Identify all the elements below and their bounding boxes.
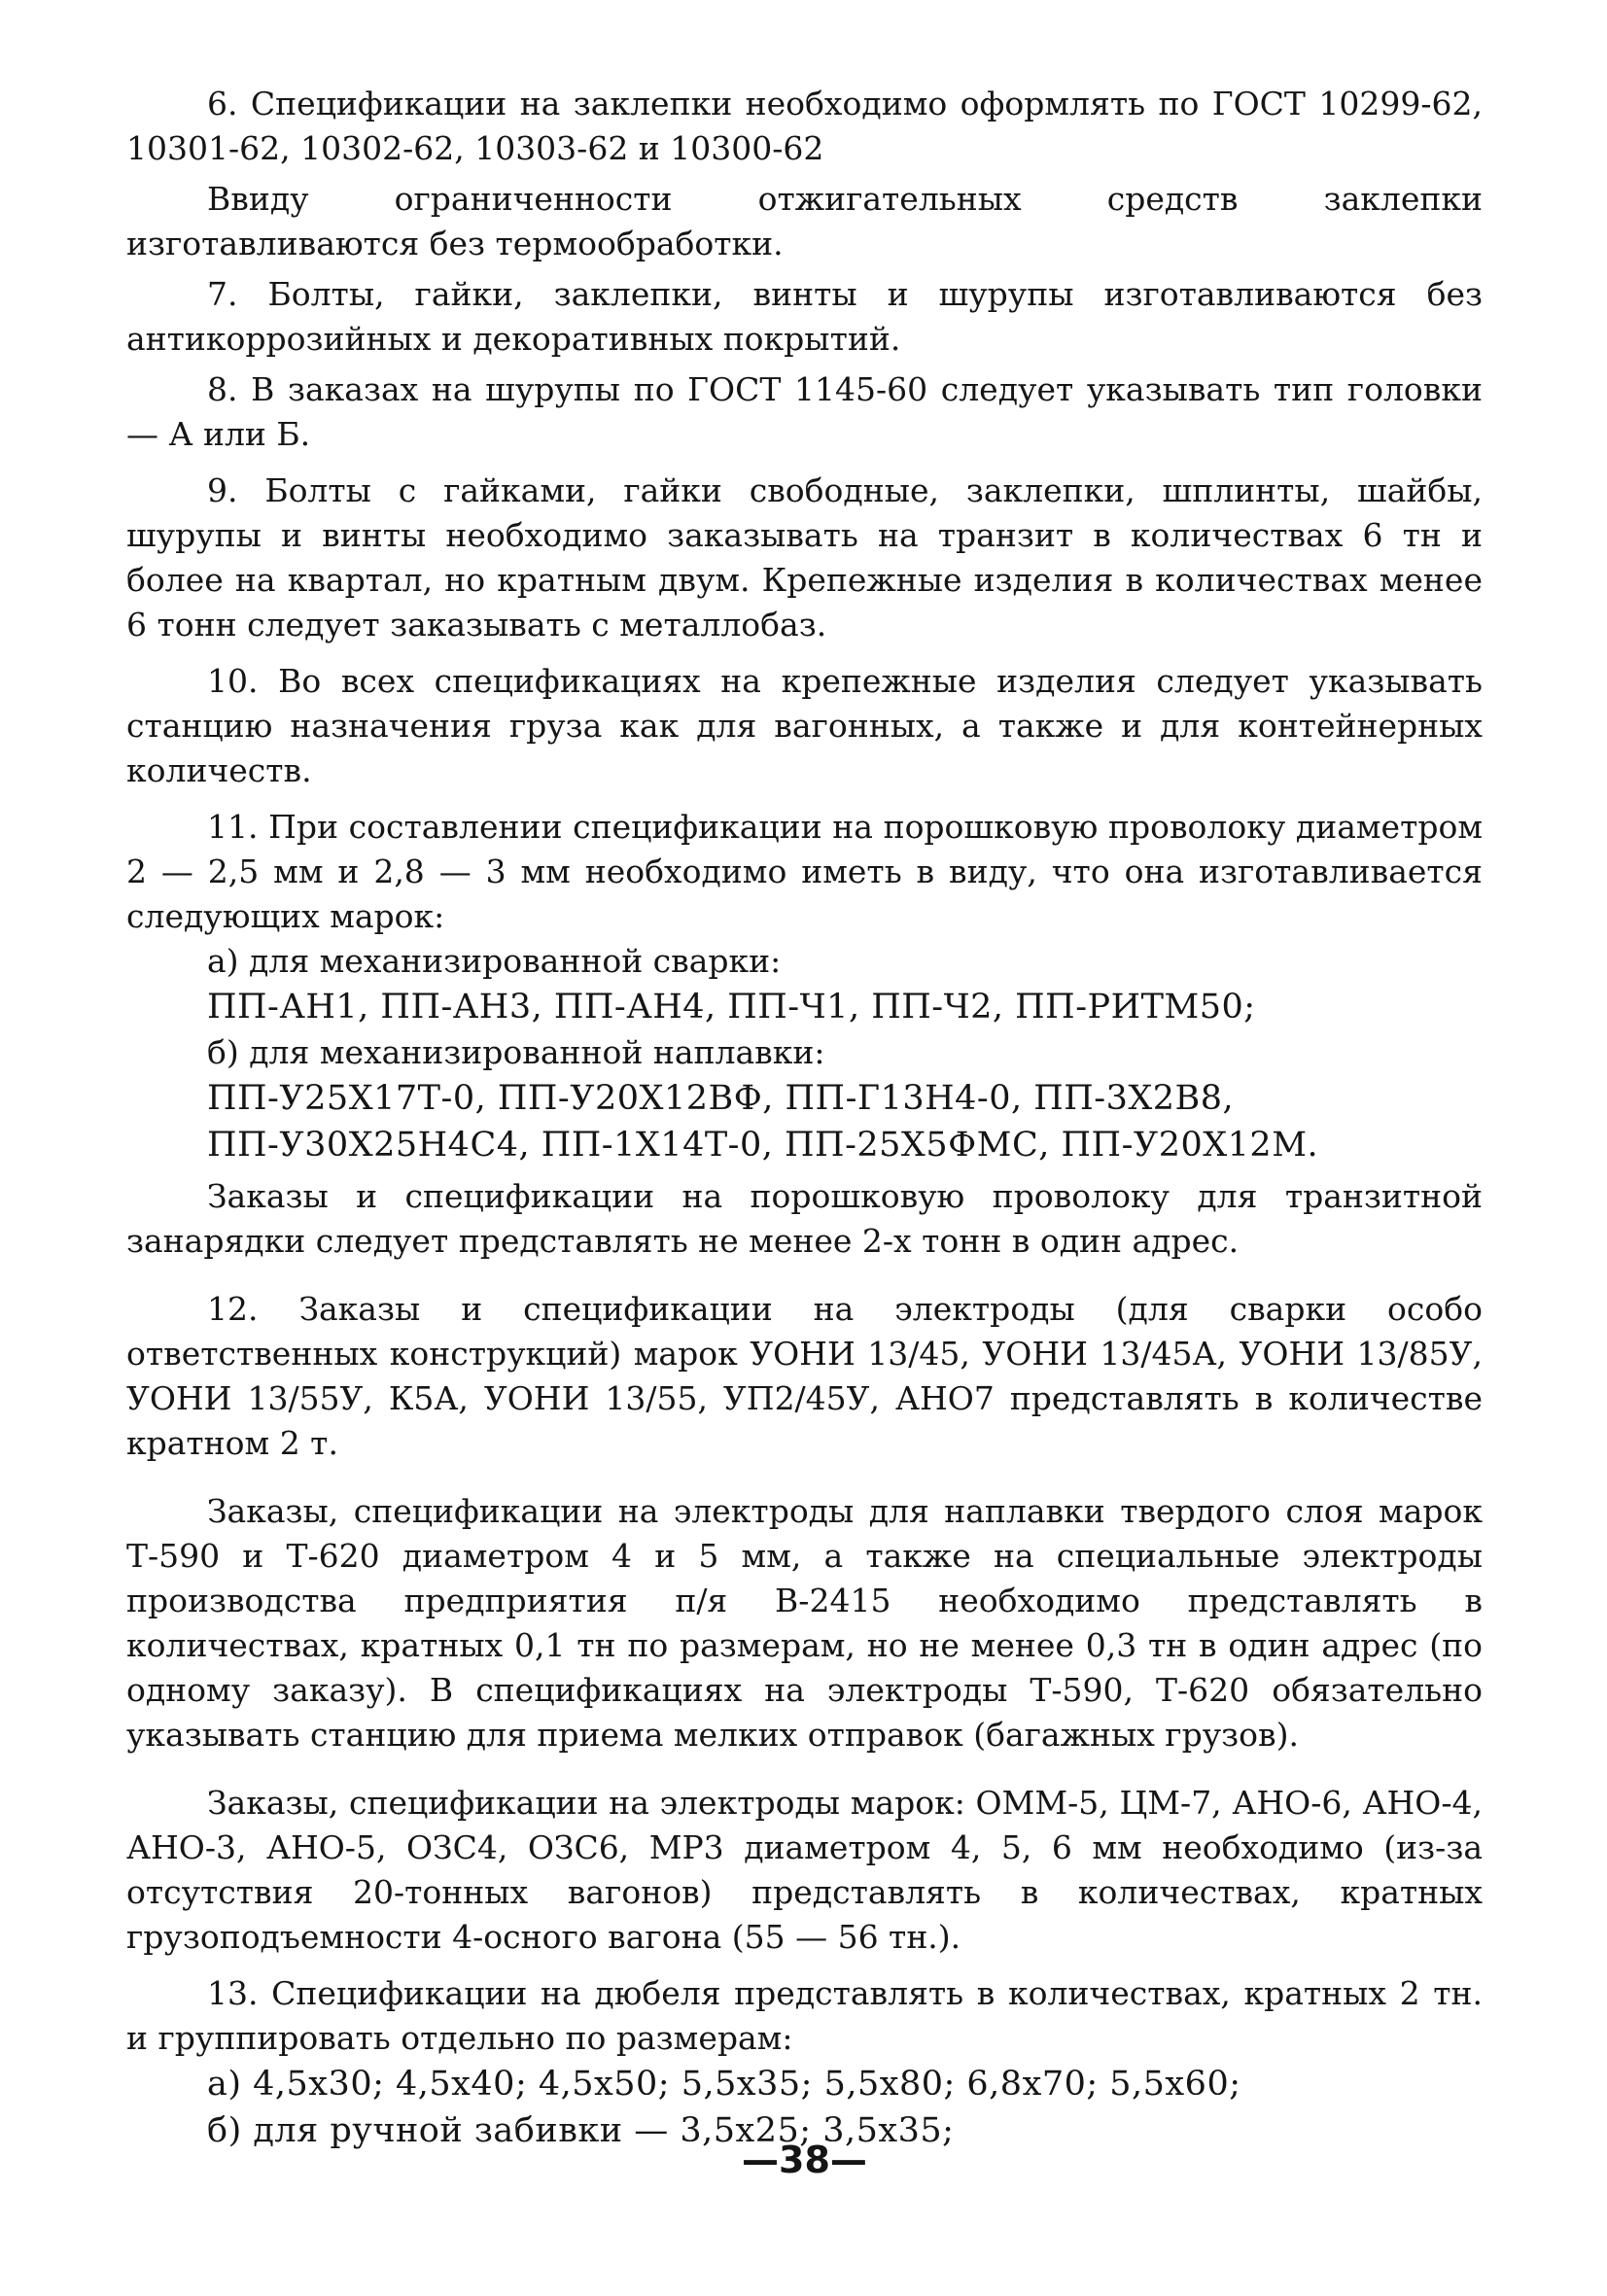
paragraph-12-electrodes: 12. Заказы и спецификации на электроды (для сварки особо ответственных конструкций) марок УОНИ 13/45, УОНИ 13/45А, УОНИ 13/85У, УОНИ 13/55У, К5А, УОНИ 13/55, УП2/45У, АНО7 представлять в количестве кратном 2 т.: [126, 1290, 1483, 1462]
paragraph-rivets-heat-treatment: Ввиду ограниченности отжигательных средств заклепки изготавливаются без термообработки.: [126, 180, 1483, 262]
wire-list-b-items-line1: ПП-У25Х17Т-0, ПП-У20Х12ВФ, ПП-Г13Н4-0, ПП-3Х2В8,: [207, 1079, 1235, 1118]
dowel-list-a: а) 4,5х30; 4,5х40; 4,5х50; 5,5х35; 5,5х80; 6,8х70; 5,5х60;: [207, 2065, 1241, 2104]
paragraph-11-flux-cored-wire: 11. При составлении спецификации на порошковую проволоку диаметром 2 — 2,5 мм и 2,8 — 3 мм необходимо иметь в виду, что она изготавливается следующих марок:: [126, 808, 1483, 935]
document-page: [126, 82, 1483, 2249]
paragraph-7-coatings: 7. Болты, гайки, заклепки, винты и шурупы изготавливаются без антикоррозийных и декоративных покрытий.: [126, 275, 1483, 358]
page-number: —38—: [742, 2139, 867, 2181]
paragraph-9-transit-orders: 9. Болты с гайками, гайки свободные, заклепки, шплинты, шайбы, шурупы и винты необходимо заказывать на транзит в количествах 6 тн и более на квартал, но кратным двум. Крепежные изделия в количествах менее 6 тонн следует заказывать с металлобаз.: [126, 471, 1483, 644]
paragraph-hardfacing-electrodes: Заказы, спецификации на электроды для наплавки твердого слоя марок Т-590 и Т-620 диаметром 4 и 5 мм, а также на специальные электроды производства предприятия п/я В-2415 необходимо представлять в количествах, кратных 0,1 тн по размерам, но не менее 0,3 тн в один адрес (по одному заказу). В спецификациях на электроды Т-590, Т-620 обязательно указывать станцию для приема мелких отправок (багажных грузов).: [126, 1492, 1483, 1754]
paragraph-10-destination-station: 10. Во всех спецификациях на крепежные изделия следует указывать станцию назначения груза как для вагонных, а также и для контейнерных количеств.: [126, 662, 1483, 789]
wire-list-b-items-line2: ПП-У30Х25Н4С4, ПП-1Х14Т-0, ПП-25Х5ФМС, ПП-У20Х12М.: [207, 1126, 1319, 1165]
paragraph-wire-transit-minimum: Заказы и спецификации на порошковую проволоку для транзитной занарядки следует представлять не менее 2-х тонн в один адрес.: [126, 1177, 1483, 1260]
paragraph-13-dowels: 13. Спецификации на дюбеля представлять в количествах, кратных 2 тн. и группировать отдельно по размерам:: [126, 1974, 1483, 2057]
paragraph-8-screw-head: 8. В заказах на шурупы по ГОСТ 1145-60 следует указывать тип головки — А или Б.: [126, 370, 1483, 453]
wire-list-b-label: б) для механизированной наплавки:: [207, 1033, 825, 1071]
paragraph-6-rivets-gost: 6. Спецификации на заклепки необходимо оформлять по ГОСТ 10299-62, 10301-62, 10302-62, 10303-62 и 10300-62: [126, 85, 1483, 167]
paragraph-electrodes-wagon-capacity: Заказы, спецификации на электроды марок: ОММ-5, ЦМ-7, АНО-6, АНО-4, АНО-3, АНО-5, ОЗС4, ОЗС6, МР3 диаметром 4, 5, 6 мм необходимо (из-за отсутствия 20-тонных вагонов) представлять в количествах, кратных грузоподъемности 4-осного вагона (55 — 56 тн.).: [126, 1784, 1483, 1956]
wire-grades-list: [126, 939, 1483, 1168]
wire-list-a-label: а) для механизированной сварки:: [207, 942, 782, 980]
wire-list-a-items: ПП-АН1, ПП-АН3, ПП-АН4, ПП-Ч1, ПП-Ч2, ПП-РИТМ50;: [207, 988, 1256, 1026]
dowel-list-b: б) для ручной забивки — 3,5х25; 3,5х35;: [207, 2111, 955, 2150]
